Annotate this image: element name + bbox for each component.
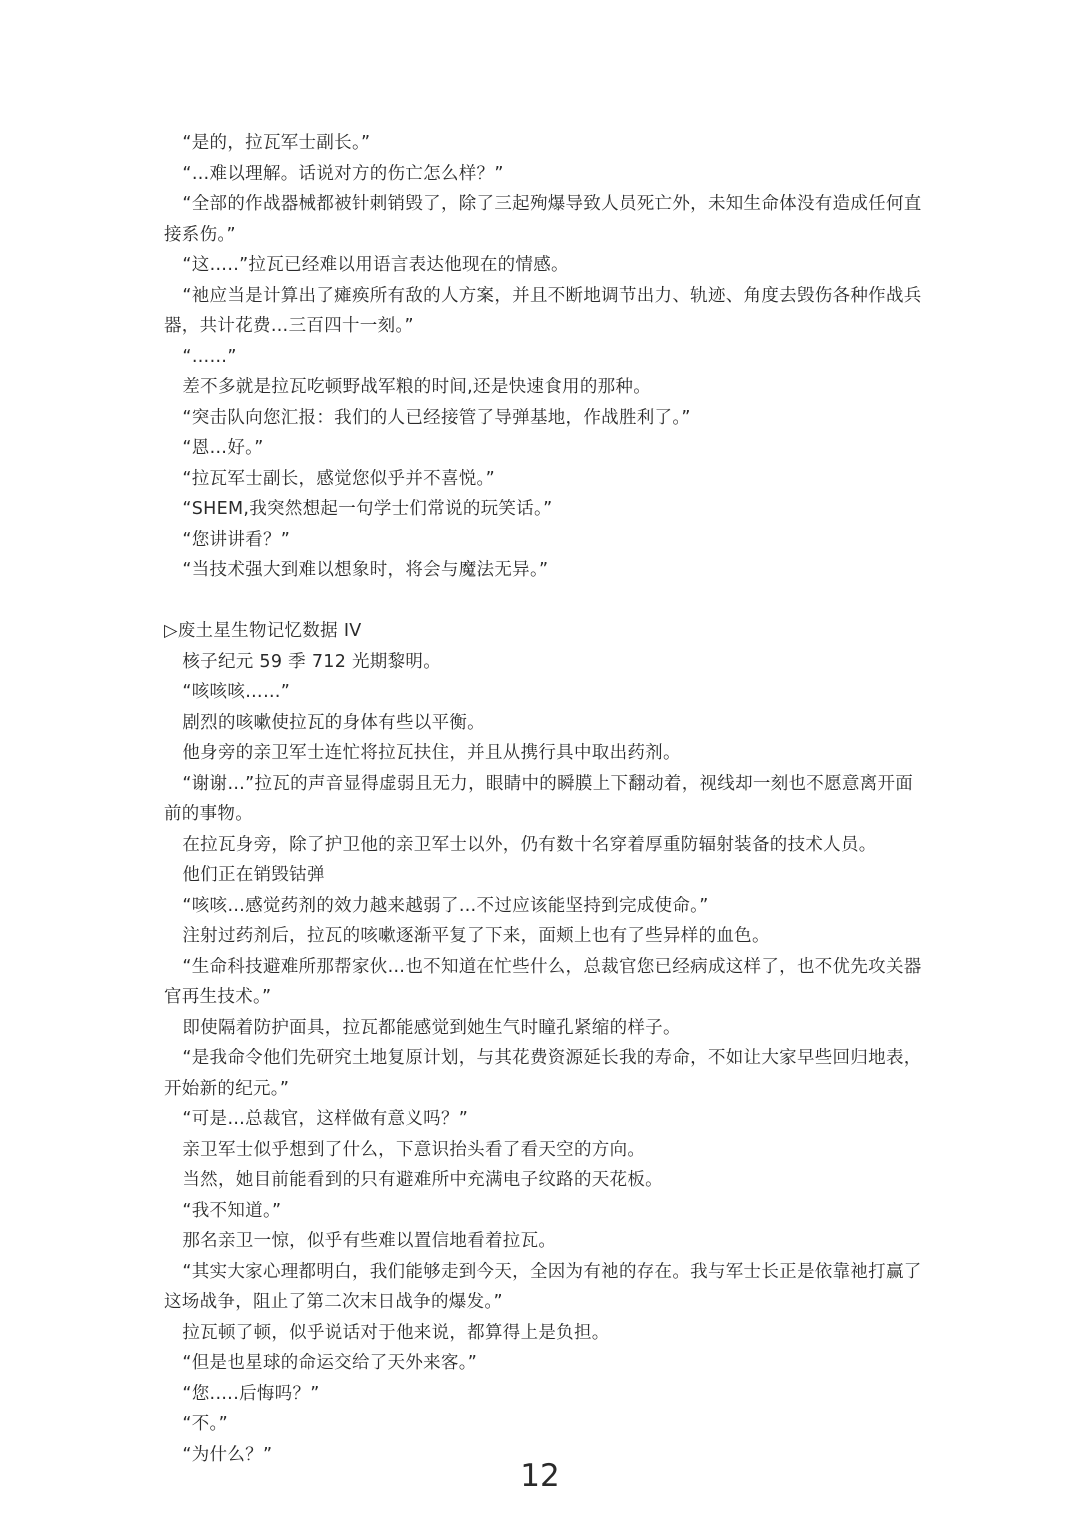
paragraph: 他们正在销毁钴弹	[182, 865, 325, 885]
paragraph: 在拉瓦身旁，除了护卫他的亲卫军士以外，仍有数十名穿着厚重防辐射装备的技术人员。	[182, 834, 877, 855]
paragraph: “您.….后悔吗？”	[182, 1383, 320, 1404]
paragraph: “是的，拉瓦军士副长。”	[182, 133, 371, 153]
section-gap	[164, 586, 924, 617]
paragraph: “突击队向您汇报：我们的人已经接管了导弹基地，作战胜利了。”	[182, 407, 691, 428]
paragraph: “……”	[182, 346, 237, 367]
paragraph: 当然，她目前能看到的只有避难所中充满电子纹路的天花板。	[182, 1170, 663, 1190]
paragraph: “SHEM,我突然想起一句学士们常说的玩笑话。”	[182, 499, 553, 519]
paragraph: “生命科技避难所那帮家伙…也不知道在忙些什么，总裁官您已经病成这样了，也不优先攻关器官再生技术。”	[164, 956, 922, 1007]
paragraph: “咳咳…感觉药剂的效力越来越弱了…不过应该能坚持到完成使命。”	[182, 895, 709, 916]
paragraph: 差不多就是拉瓦吃顿野战军粮的时间,还是快速食用的那种。	[182, 377, 652, 397]
paragraph: 剧烈的咳嗽使拉瓦的身体有些以平衡。	[182, 712, 485, 733]
paragraph: “其实大家心理都明白，我们能够走到今天，全因为有祂的存在。我与军士长正是依靠祂打赢了这场战争，阻止了第二次末日战争的爆发。”	[164, 1261, 922, 1312]
page-body	[164, 128, 924, 1470]
paragraph: “不。”	[182, 1414, 228, 1434]
paragraph: 拉瓦顿了顿，似乎说话对于他来说，都算得上是负担。	[182, 1322, 610, 1343]
paragraph: “恩…好。”	[182, 438, 264, 458]
paragraph: “咳咳咳……”	[182, 682, 291, 702]
page-number: 12	[520, 1458, 560, 1494]
paragraph: “拉瓦军士副长，感觉您似乎并不喜悦。”	[182, 468, 495, 489]
paragraph: “为什么？”	[182, 1444, 273, 1465]
paragraph: 核子纪元 59 季 712 光期黎明。	[182, 651, 441, 672]
paragraph: 他身旁的亲卫军士连忙将拉瓦扶住，并且从携行具中取出药剂。	[182, 743, 681, 763]
paragraph: “这…..”拉瓦已经难以用语言表达他现在的情感。	[182, 255, 569, 275]
paragraph: “当技术强大到难以想象时，将会与魔法无异。”	[182, 560, 549, 580]
paragraph: “是我命令他们先研究土地复原计划，与其花费资源延长我的寿命，不如让大家早些回归地表，开始新的纪元。”	[164, 1048, 922, 1099]
paragraph: “祂应当是计算出了瘫痪所有敌的人方案，并且不断地调节出力、轨迹、角度去毁伤各种作战兵器，共计花费…三百四十一刻。”	[164, 285, 922, 336]
paragraph: “谢谢…”拉瓦的声音显得虚弱且无力，眼睛中的瞬膜上下翻动着，视线却一刻也不愿意离开面前的事物。	[164, 773, 914, 824]
paragraph: 亲卫军士似乎想到了什么，下意识抬头看了看天空的方向。	[182, 1139, 646, 1160]
paragraph: “全部的作战器械都被针刺销毁了，除了三起殉爆导致人员死亡外，未知生命体没有造成任何直接系伤。”	[164, 194, 922, 245]
section-heading: ▷废土星生物记忆数据 IV	[164, 621, 362, 641]
paragraph: 那名亲卫一惊，似乎有些难以置信地看着拉瓦。	[182, 1231, 557, 1251]
paragraph: “…难以理解。话说对方的伤亡怎么样？”	[182, 163, 504, 184]
paragraph: “但是也星球的命运交给了天外来客。”	[182, 1353, 478, 1373]
paragraph: “我不知道。”	[182, 1200, 282, 1221]
paragraph: “可是…总裁官，这样做有意义吗？”	[182, 1109, 469, 1129]
paragraph: 即使隔着防护面具，拉瓦都能感觉到她生气时瞳孔紧缩的样子。	[182, 1017, 681, 1038]
paragraph: 注射过药剂后，拉瓦的咳嗽逐渐平复了下来，面颊上也有了些异样的血色。	[182, 926, 770, 946]
paragraph: “您讲讲看？”	[182, 529, 291, 550]
